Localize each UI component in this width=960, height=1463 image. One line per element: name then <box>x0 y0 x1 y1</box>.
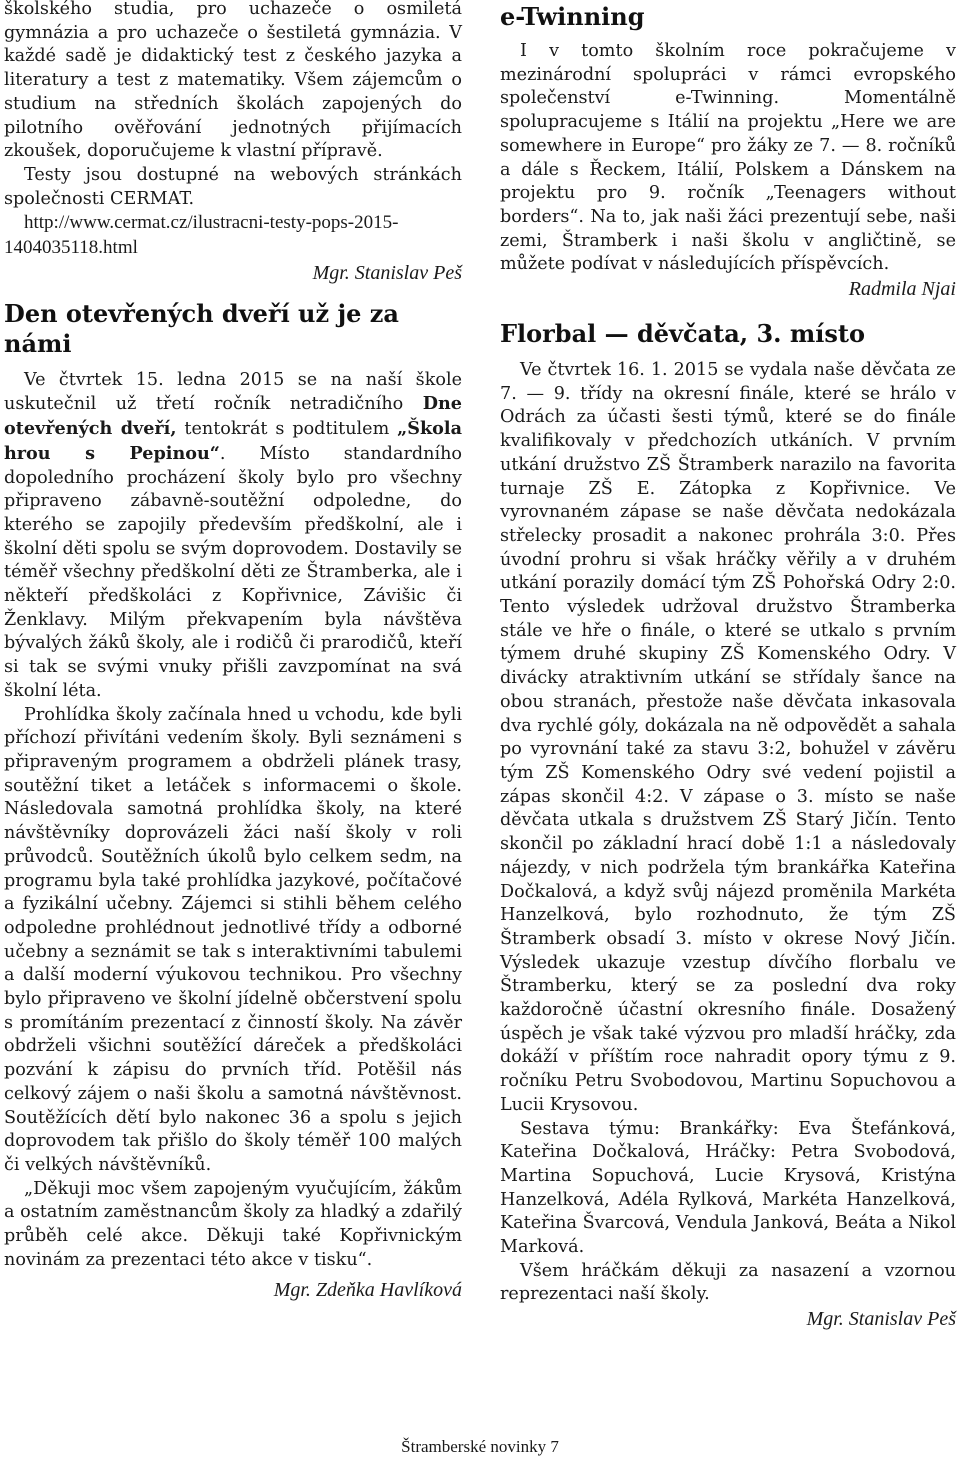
signature-radmila-njai: Radmila Njai <box>848 278 956 301</box>
left-column <box>4 0 462 1302</box>
right-column <box>500 0 956 1331</box>
page-footer: Štramberské novinky 7 <box>401 1437 559 1456</box>
open-day-paragraph-3: „Děkuji moc všem zapojeným vyučujícím, žákům a ostatním zaměstnancům školy za hladký a zdařilý průběh celé akce. Děkuji také Kopřivnickým novinám za prezentaci této akce v tisku“. <box>4 1178 462 1270</box>
cermat-url-text[interactable]: http://www.cermat.cz/ilustracni-testy-pops-2015-1404035118.html <box>4 212 399 259</box>
open-day-p1-bold1: Dne otevřených dveří, <box>4 393 462 440</box>
open-day-paragraph-1 <box>4 369 462 704</box>
intro-paragraph: školského studia, pro uchazeče o osmiletá gymnázia a pro uchazeče o šestiletá gymnázia. V každé sadě je didaktický test z českého jazyka a literatury a test z matematiky. Všem zájemcům o studium na středních školách zapojených do pilotního ověřování jednotných přijímacích zkoušek, doporučujeme k vlastní přípravě. <box>4 0 462 162</box>
open-day-p1-b: tentokrát s podtitulem <box>176 419 398 440</box>
florbal-paragraph-1: Ve čtvrtek 16. 1. 2015 se vydala naše děvčata ze 7. — 9. třídy na okresní finále, které se hrálo v Odrách za účasti šesti týmů, které se do finále kvalifikovaly v předchozích utkáních. V prvním utkání družstvo ZŠ Štramberk narazilo na favorita turnaje ZŠ E. Zátopka z Kopřivnice. Ve vyrovnaném zápase se naše děvčata nedokázala střelecky prosadit a nakonec prohrála 3:0. Přes úvodní prohru si však hráčky věřily a v druhém utkání porazily domácí tým ZŠ Pohořská Odry 2:0. Tento výsledek udržoval družstvo Štramberka stále ve hře o finále, o které se utkalo s prvním týmem druhé skupiny ZŠ Komenského Odry. V divácky atraktivním utkání se střídaly šance na obou stranách, přestože naše děvčata inkasovala dva rychlé góly, dokázala na ně odpovědět a sahala po vyrovnání také za stavu 3:2, bohužel v závěru tým ZŠ Komenského Odry své vedení pojistil a zápas skončil 4:2. V zápase o 3. místo se naše děvčata utkala s družstvem ZŠ Starý Jičín. Tento skončil po základní hrací době 1:1 a následovaly nájezdy, v nich podržela tým brankářka Kateřina Dočkalová, a když svůj nájezd proměnila Markéta Hanzelková, bylo rozhodnuto, že tým ZŠ Štramberk obsadí 3. místo v okrese Nový Jičín. Výsledek ukazuje vzestup dívčího florbalu ve Štramberku, který se za poslední dva roky každoročně účastní okresního finále. Dosažený úspěch je však také výzvou pro mladší hráčky, zda dokáží v příštím roce nahradit opory týmu z 9. ročníku Petru Svobodovou, Martinu Sopuchovou a Lucii Krysovou. <box>500 360 956 1115</box>
heading-florbal: Florbal — děvčata, 3. místo <box>500 319 866 349</box>
heading-open-day: Den otevřených dveří už je za námi <box>4 298 399 358</box>
etwinning-paragraph: I v tomto školním roce pokračujeme v mezinárodní spolupráci v rámci evropského společenství e-Twinning. Momentálně spolupracujeme s Itálií na projektu „Here we are somewhere in Europe“ pro žáky ze 7. — 8. ročníků a dále s Řeckem, Itálií, Polskem a Dánskem na projektu pro 9. ročník „Teenagers without borders“. Na to, jak naši žáci prezentují sebe, naši zemi, Štramberk i naši školu v angličtině, se můžete podívat v následujících příspěvcích. <box>500 41 956 275</box>
open-day-p1-a: Ve čtvrtek 15. ledna 2015 se na naší škole uskutečnil už třetí ročník netradičního <box>4 369 462 415</box>
heading-etwinning: e-Twinning <box>500 2 645 31</box>
cermat-url[interactable] <box>4 211 462 260</box>
open-day-p1-c: . Místo standardního dopoledního procházení školy bylo pro všechny připraveno zábavně-soutěžní odpoledne, do kterého se zapojily především předškolní, ale i školní děti spolu se svým doprovodem. Dostavily se téměř všechny předškolní děti ze Štramberka, ale i někteří předškoláci z Kopřivnice, Závišic či Ženklavy. Milým překvapením byla návštěva bývalých žáků školy, ale i rodičů či prarodičů, kteří si tak se svými vnuky přišli zavzpomínat na svá školní léta. <box>4 443 462 701</box>
florbal-paragraph-thanks: Všem hráčkám děkuji za nasazení a vzornou reprezentaci naší školy. <box>500 1260 956 1305</box>
open-day-p1-bold2: „Škola hrou s Pepinou“ <box>4 418 462 464</box>
signature-stanislav-pes-2: Mgr. Stanislav Peš <box>806 1308 956 1331</box>
florbal-paragraph-lineup: Sestava týmu: Brankářky: Eva Štefánková, Kateřina Dočkalová, Hráčky: Petra Svobodová, Martina Sopuchová, Lucie Krysová, Kristýna Hanzelková, Adéla Rylková, Markéta Hanzelková, Kateřina Švarcová, Vendula Janková, Beáta a Nikol Marková. <box>500 1118 956 1258</box>
open-day-paragraph-2: Prohlídka školy začínala hned u vchodu, kde byli příchozí přivítáni vedením školy. Byli seznámeni s připraveným programem a obdrželi plánek trasy, soutěžní tiket a letáček s informacemi o škole. Následovala samotná prohlídka školy, na které návštěvníky doprovázeli žáci naší školy v roli průvodců. Soutěžních úkolů bylo celkem sedm, na programu byla také prohlídka jazykové, počítačové a fyzikální učebny. Zájemci si stihli během celého odpoledne prohlédnout jednotlivé třídy a odborné učebny a seznámit se tak s interaktivními tabulemi a další moderní výukovou technikou. Pro všechny bylo připraveno ve školní jídelně občerstvení spolu s promítáním prezentací z činností školy. Na závěr obdrželi všichni soutěžící dáreček a předškoláci pozvání k zápisu do prvních tříd. Potěšil nás celkový zájem o naši školu a samotná návštěvnost. Soutěžících dětí bylo nakonec 36 a spolu s jejich doprovodem tak přišlo do školy téměř 100 malých či velkých návštěvníků. <box>4 704 462 1175</box>
intro-paragraph-tests: Testy jsou dostupné na webových stránkách společnosti CERMAT. <box>4 164 462 209</box>
signature-stanislav-pes-1: Mgr. Stanislav Peš <box>312 261 462 284</box>
signature-zdenka-havlikova: Mgr. Zdeňka Havlíková <box>273 1279 462 1302</box>
